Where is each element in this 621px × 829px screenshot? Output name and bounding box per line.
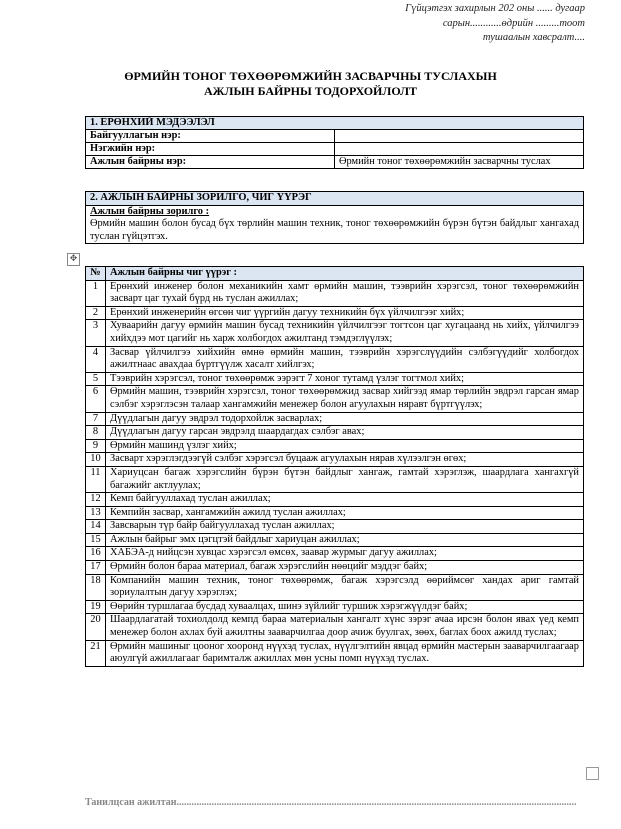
- table-row: [86, 574, 584, 600]
- approval-note: [325, 2, 585, 46]
- duty-text: Тээврийн хэрэгсэл, тоног төхөөрөмж ээрэгт 7 хоног тутамд үзлэг тогтмол хийх;: [106, 372, 584, 386]
- duty-number: 14: [86, 520, 106, 534]
- duty-number: 10: [86, 453, 106, 467]
- section1-heading: 1. ЕРӨНХИЙ МЭДЭЭЛЭЛ: [86, 117, 584, 130]
- table-row: [86, 143, 584, 156]
- unit-value: [335, 143, 584, 156]
- table-row: [86, 561, 584, 575]
- duty-text: Ажлын байрыг эмх цэгцтэй байдлыг хариуцан ажиллах;: [106, 533, 584, 547]
- table-row: [86, 614, 584, 640]
- duty-number: 15: [86, 533, 106, 547]
- duty-text: Хариуцсан багаж хэрэгслийн бүрэн бүтэн байдлыг хангаж, гамтай хэрэглэж, шаардлага хангахгүй багажийг актлуулах;: [106, 466, 584, 492]
- duty-text: Хуваарийн дагуу өрмийн машин бусад техникийн үйлчилгээг тогтсон цаг хугацаанд нь хийх, үйлчилгээ хийхдээ мот цагийг нь харж холбогдох ажилтанд тэмдэглүүлэх;: [106, 320, 584, 346]
- organization-value: [335, 130, 584, 143]
- duty-number: 12: [86, 493, 106, 507]
- table-row: [86, 533, 584, 547]
- table-row: [86, 320, 584, 346]
- approval-line-1: Гүйцэтгэх захирлын 202 оны ...... дугаар: [405, 3, 585, 14]
- table-row: [86, 547, 584, 561]
- approval-line-2: сарын............өдрийн .........тоот: [442, 17, 585, 29]
- table-row: [86, 466, 584, 492]
- duty-text: Кемп байгууллахад туслан ажиллах;: [106, 493, 584, 507]
- duty-text: Дүүдлагын дагуу эвдрэл тодорхойлж засварлах;: [106, 412, 584, 426]
- duties-table: [85, 266, 584, 667]
- table-row: [86, 600, 584, 614]
- duty-number: 20: [86, 614, 106, 640]
- table-row: [86, 506, 584, 520]
- duty-number: 4: [86, 346, 106, 372]
- position-value: Өрмийн тоног төхөөрөмжийн засварчны туслах: [335, 156, 584, 169]
- duty-text: Өрмийн болон бараа материал, багаж хэрэгслийн нөөцийг мэддэг байх;: [106, 561, 584, 575]
- duty-number: 1: [86, 280, 106, 306]
- duty-text: Өөрийн туршлагаа бусдад хуваалцах, шинэ зүйлийг туршиж хэрэгжүүлдэг байх;: [106, 600, 584, 614]
- section2-heading: 2. АЖЛЫН БАЙРНЫ ЗОРИЛГО, ЧИГ ҮҮРЭГ: [86, 192, 584, 206]
- table-row: [86, 520, 584, 534]
- duty-number: 11: [86, 466, 106, 492]
- duty-number: 13: [86, 506, 106, 520]
- duty-number: 2: [86, 306, 106, 320]
- duty-number: 7: [86, 412, 106, 426]
- table-row: [86, 386, 584, 412]
- duty-text: Кемпийн засвар, хангамжийн ажилд туслан ажиллах;: [106, 506, 584, 520]
- duty-text: ХАБЭА-д нийцсэн хувцас хэрэгсэл өмсөх, заавар журмыг дагуу ажиллах;: [106, 547, 584, 561]
- table-row: [86, 372, 584, 386]
- document-title: [90, 69, 531, 99]
- table-row: [86, 640, 584, 666]
- duty-number: 19: [86, 600, 106, 614]
- duty-text: Өрмийн машин, тээврийн хэрэгсэл, тоног төхөөрөмжид засвар хийгээд ямар төрлийн эвдрэл гарсан ямар сэлбэг хэрэглэсэн талаар хангамжийн менежер болон агуулахын няравт бүртгүүлэх;: [106, 386, 584, 412]
- duty-text: Өрмийн машинд үзлэг хийх;: [106, 439, 584, 453]
- duty-number: 16: [86, 547, 106, 561]
- title-line-1: ӨРМИЙН ТОНОГ ТӨХӨӨРӨМЖИЙН ЗАСВАРЧНЫ ТУСЛАХЫН: [124, 69, 497, 83]
- duties-column-header: Ажлын байрны чиг үүрэг :: [106, 267, 584, 281]
- duty-number: 6: [86, 386, 106, 412]
- table-resize-handle-icon[interactable]: [586, 767, 599, 780]
- number-column-header: №: [86, 267, 106, 281]
- duty-text: Ерөнхий инженерийн өгсөн чиг үүргийн дагуу техникийн бүх үйлчилгээг хийх;: [106, 306, 584, 320]
- acknowledgement-signature-line: Танилцсан ажилтан................................................................................................................................................................: [85, 797, 577, 808]
- table-row: [86, 493, 584, 507]
- duty-number: 21: [86, 640, 106, 666]
- duty-text: Засварт хэрэглэгдээгүй сэлбэг хэрэгсэл буцааж агуулахын нярав хүлээлгэн өгөх;: [106, 453, 584, 467]
- table-row: [86, 426, 584, 440]
- approval-line-3: тушаалын хавсралт....: [482, 32, 585, 43]
- general-info-table: [85, 116, 584, 169]
- table-move-handle-icon[interactable]: ✥: [67, 253, 80, 266]
- table-row: [86, 306, 584, 320]
- organization-label: Байгууллагын нэр:: [86, 130, 335, 143]
- table-row: [86, 156, 584, 169]
- duty-text: Ерөнхий инженер болон механикийн хамт өрмийн машин, тээврийн хэрэгсэл, тоног төхөөрөмжийн засварт цаг тухай бүрд нь туслан ажиллах;: [106, 280, 584, 306]
- duty-text: Шаардлагатай тохиолдолд кемпд бараа материалын хангалт хүнс зэрэг ачаа ирсэн болон явах үед кемп менежер болон ахлах буй ажилтны зааварчилгаа доор ачиж буулгах, зөөх, баглах боох ажилд туслах;: [106, 614, 584, 640]
- title-line-2: АЖЛЫН БАЙРНЫ ТОДОРХОЙЛОЛТ: [203, 84, 418, 98]
- table-row: [86, 439, 584, 453]
- unit-label: Нэгжийн нэр:: [86, 143, 335, 156]
- duty-text: Өрмийн машиныг цооног хооронд нүүхэд туслах, нүүлгэлтийн явцад өрмийн мастерын зааварчилгаагаар аюулгүй ажиллагааг баримталж ажиллах мөн усны помп нүүхэд туслах.: [106, 640, 584, 666]
- duty-number: 8: [86, 426, 106, 440]
- position-label: Ажлын байрны нэр:: [86, 156, 335, 169]
- duty-text: Завсварын түр байр байгууллахад туслан ажиллах;: [106, 520, 584, 534]
- table-row: [86, 130, 584, 143]
- purpose-cell: [86, 205, 584, 244]
- purpose-table: [85, 191, 584, 244]
- duty-number: 3: [86, 320, 106, 346]
- table-row: [86, 412, 584, 426]
- purpose-text: Өрмийн машин болон бусад бүх төрлийн машин техник, тоног төхөөрөмжийн бүрэн бүтэн байдлыг хангахад туслан гүйцэтгэх.: [90, 218, 579, 242]
- table-row: [86, 346, 584, 372]
- duty-number: 18: [86, 574, 106, 600]
- duty-text: Дүүдлагын дагуу гарсан эвдрэлд шаардагдах сэлбэг авах;: [106, 426, 584, 440]
- table-row: [86, 280, 584, 306]
- duty-number: 9: [86, 439, 106, 453]
- duty-text: Засвар үйлчилгээ хийхийн өмнө өрмийн машин, тээврийн хэрэгслүүдийн сэлбэгүүдийг холбогдох ажилтнаас авахдаа бүртгүүлж хасалт хийлгэх;: [106, 346, 584, 372]
- table-row: [86, 453, 584, 467]
- duty-number: 17: [86, 561, 106, 575]
- duty-text: Компанийн машин техник, тоног төхөөрөмж, багаж хэрэгсэлд өөриймсөг хандах ариг гамтай зориулалтын дагуу хэрэглэх;: [106, 574, 584, 600]
- purpose-label: Ажлын байрны зорилго :: [90, 205, 210, 217]
- duty-number: 5: [86, 372, 106, 386]
